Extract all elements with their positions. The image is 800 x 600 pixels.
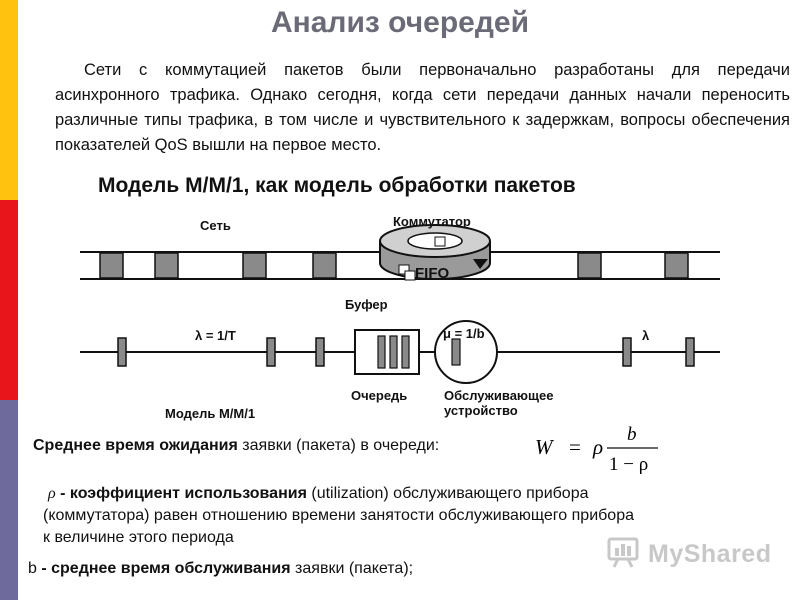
sidebar-red bbox=[0, 200, 18, 400]
rho-line-1 bbox=[28, 483, 798, 505]
mm1-diagram bbox=[75, 205, 725, 430]
watermark-logo-icon bbox=[606, 534, 642, 570]
wait-formula bbox=[533, 422, 668, 477]
label-mu-b: μ = 1/b bbox=[443, 326, 485, 341]
watermark-text: MyShared bbox=[648, 540, 772, 568]
label-fifo: FIFO bbox=[415, 265, 450, 282]
label-buffer: Буфер bbox=[345, 297, 388, 312]
label-model: Модель М/М/1 bbox=[165, 406, 256, 421]
b-prefix: b bbox=[28, 560, 37, 577]
rho-symbol: ρ bbox=[48, 485, 56, 502]
sidebar-purple bbox=[0, 400, 18, 600]
label-server-1: Обслуживающее bbox=[444, 388, 554, 403]
label-queue: Очередь bbox=[351, 388, 408, 403]
rho-bold: - коэффициент использования bbox=[55, 485, 307, 502]
packet-block bbox=[313, 253, 336, 278]
wait-definition bbox=[33, 437, 439, 455]
rho-rest: (utilization) обслуживающего прибора bbox=[306, 485, 589, 502]
label-network: Сеть bbox=[200, 218, 231, 233]
formula-eq: = bbox=[569, 435, 581, 459]
packet-block bbox=[665, 253, 688, 278]
model-title: Модель М/М/1, как модель обработки пакетов bbox=[98, 174, 576, 197]
intro-paragraph bbox=[55, 58, 790, 158]
label-lambda: λ bbox=[642, 328, 650, 343]
rho-line-2: (коммутатора) равен отношению времени занятости обслуживающего прибора bbox=[43, 507, 634, 524]
rho-line-3: к величине этого периода bbox=[43, 529, 234, 546]
formula-denominator: 1 − ρ bbox=[609, 454, 649, 475]
formula-numerator: b bbox=[627, 424, 637, 445]
label-lambda-t: λ = 1/T bbox=[195, 328, 236, 343]
b-definition bbox=[28, 560, 413, 578]
intro-text: Сети с коммутацией пакетов были первоначально разработаны для передачи асинхронного трафика. Однако сегодня, когда сети передачи данных начали переносить различные типы трафика, в том числе и чувствительного к задержкам, вопросы обеспечения показателей QoS вышли на первое место. bbox=[55, 61, 790, 154]
slide-title: Анализ очередей bbox=[270, 6, 530, 39]
packet-block bbox=[578, 253, 601, 278]
label-server-2: устройство bbox=[444, 403, 518, 418]
formula-lhs: W bbox=[535, 435, 553, 459]
packet-block bbox=[243, 253, 266, 278]
b-bold: - среднее время обслуживания bbox=[36, 560, 291, 577]
packet-block bbox=[155, 253, 178, 278]
b-rest: заявки (пакета); bbox=[290, 560, 414, 577]
wait-bold: Среднее время ожидания bbox=[33, 437, 238, 454]
wait-rest: заявки (пакета) в очереди: bbox=[237, 437, 440, 454]
sidebar-accent bbox=[0, 0, 18, 600]
packet-block bbox=[100, 253, 123, 278]
formula-rho: ρ bbox=[593, 435, 604, 459]
label-switch: Коммутатор bbox=[393, 214, 471, 229]
queue-box bbox=[355, 330, 419, 374]
